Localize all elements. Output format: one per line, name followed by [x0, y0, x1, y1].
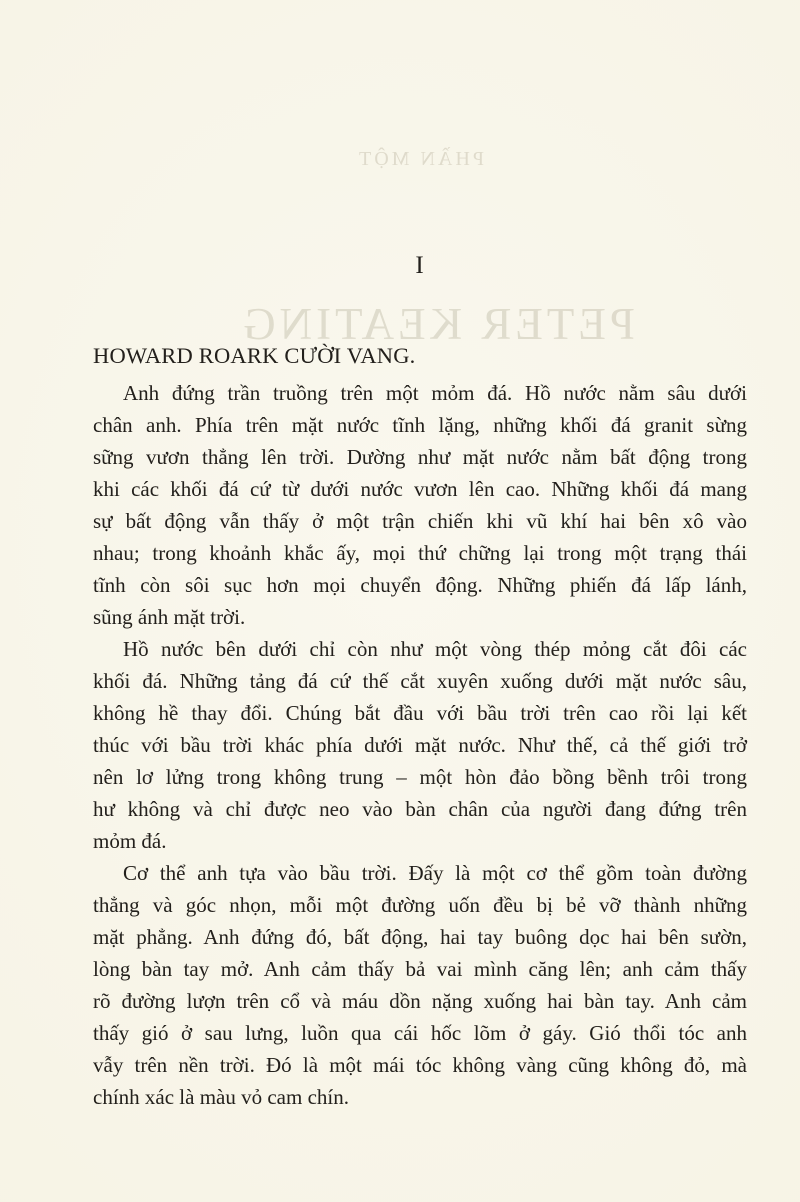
text-line: lòng bàn tay mở. Anh cảm thấy bả vai mình căng lên; anh cảm thấy [93, 957, 747, 981]
text-line: thấy gió ở sau lưng, luồn qua cái hốc lõm ở gáy. Gió thổi tóc anh [93, 1021, 747, 1045]
text-line: Anh đứng trần truồng trên một mỏm đá. Hồ nước nằm sâu dưới [123, 381, 747, 405]
text-line: thẳng và góc nhọn, mỗi một đường uốn đều bị bẻ vỡ thành những [93, 893, 747, 917]
text-line: chính xác là màu vỏ cam chín. [93, 1085, 349, 1109]
text-line: sự bất động vẫn thấy ở một trận chiến khi vũ khí hai bên xô vào [93, 509, 747, 533]
text-line: rõ đường lượn trên cổ và máu dồn nặng xuống hai bàn tay. Anh cảm [93, 989, 747, 1013]
showthrough-part-label: PHẦN MỘT [356, 148, 484, 170]
text-line: khi các khối đá cứ từ dưới nước vươn lên cao. Những khối đá mang [93, 477, 747, 501]
text-line: vẫy trên nền trời. Đó là một mái tóc không vàng cũng không đỏ, mà [93, 1053, 747, 1077]
text-line: tĩnh còn sôi sục hơn mọi chuyển động. Những phiến đá lấp lánh, [93, 573, 747, 597]
text-line: thúc với bầu trời khác phía dưới mặt nước. Như thế, cả thế giới trở [93, 733, 747, 757]
paragraph [93, 857, 747, 1113]
showthrough-chapter-title: PETER KEATING [239, 299, 635, 349]
paragraph [93, 377, 747, 633]
text-line: mỏm đá. [93, 829, 167, 853]
text-line: sũng ánh mặt trời. [93, 605, 246, 629]
text-line: Cơ thể anh tựa vào bầu trời. Đấy là một cơ thể gồm toàn đường [123, 861, 747, 885]
opening-line: HOWARD ROARK CƯỜI VANG. [93, 343, 416, 368]
body-text [93, 377, 747, 1113]
text-line: nhau; trong khoảnh khắc ấy, mọi thứ chững lại trong một trạng thái [93, 541, 747, 565]
text-line: hư không và chỉ được neo vào bàn chân của người đang đứng trên [93, 797, 747, 821]
text-line: mặt phẳng. Anh đứng đó, bất động, hai tay buông dọc hai bên sườn, [93, 925, 747, 949]
text-line: không hề thay đổi. Chúng bắt đầu với bầu trời trên cao rồi lại kết [93, 701, 747, 725]
text-line: nên lơ lửng trong không trung – một hòn đảo bồng bềnh trôi trong [93, 765, 747, 789]
paragraph [93, 633, 747, 857]
text-line: khối đá. Những tảng đá cứ thế cắt xuyên xuống dưới mặt nước sâu, [93, 669, 747, 693]
text-line: chân anh. Phía trên mặt nước tĩnh lặng, những khối đá granit sừng [93, 413, 747, 437]
text-line: Hồ nước bên dưới chỉ còn như một vòng thép mỏng cắt đôi các [123, 637, 747, 661]
chapter-numeral: I [415, 252, 425, 279]
text-line: sững vươn thẳng lên trời. Dường như mặt nước nằm bất động trong [93, 445, 747, 469]
